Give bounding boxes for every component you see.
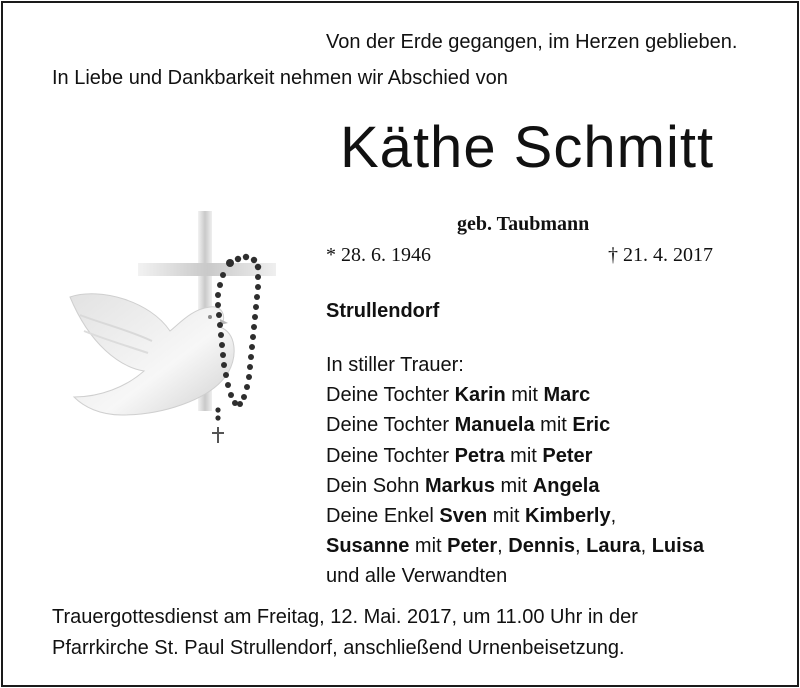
death-date: † 21. 4. 2017 <box>608 244 713 266</box>
mourner-text: Deine Tochter <box>326 444 455 467</box>
mourner-name: Petra <box>454 444 505 467</box>
mourner-name: Angela <box>532 474 600 497</box>
mourner-line <box>326 561 704 591</box>
place-name: Strullendorf <box>326 300 440 322</box>
motto-text: Von der Erde gegangen, im Herzen geblieben. <box>326 31 738 53</box>
mourner-name: Markus <box>424 474 495 497</box>
mourner-name: Peter <box>447 535 498 558</box>
mourner-line <box>326 441 704 471</box>
mourner-line <box>326 471 704 501</box>
mourner-text: Dein Sohn <box>326 474 425 497</box>
mourner-text: Deine Tochter <box>326 384 455 407</box>
mourner-line <box>326 380 704 410</box>
deceased-name: Käthe Schmitt <box>340 115 715 180</box>
mourner-name: Kimberly <box>525 505 611 528</box>
mourner-text: mit <box>495 474 533 497</box>
intro-text: In Liebe und Dankbarkeit nehmen wir Abschied von <box>52 67 508 89</box>
mourner-text: mit <box>505 384 544 407</box>
mourner-text: mit <box>504 444 543 467</box>
mourner-text: mit <box>409 535 448 558</box>
mourner-name: Sven <box>439 505 488 528</box>
mourner-name: Dennis <box>508 535 575 558</box>
mourner-line <box>326 410 704 440</box>
mourner-text: mit <box>487 505 525 528</box>
mourner-name: Peter <box>542 444 593 467</box>
service-line-2: Pfarrkirche St. Paul Strullendorf, anschließend Urnenbeisetzung. <box>52 637 625 659</box>
birth-date: * 28. 6. 1946 <box>326 244 431 266</box>
mourner-line <box>326 531 704 561</box>
mourner-name: Manuela <box>454 414 535 437</box>
mourner-text: , <box>610 505 617 528</box>
mourners-lines <box>326 380 704 591</box>
service-line-1: Trauergottesdienst am Freitag, 12. Mai. 2017, um 11.00 Uhr in der <box>52 606 638 628</box>
mourner-text: , <box>574 535 587 558</box>
mourner-name: Luisa <box>651 535 704 558</box>
mourner-text: und alle Verwandten <box>326 565 508 588</box>
mourner-line <box>326 501 704 531</box>
mourner-name: Marc <box>543 384 591 407</box>
mourners-list <box>326 350 704 592</box>
mourner-text: Deine Enkel <box>326 505 440 528</box>
dove-cross-rosary-icon <box>60 205 300 465</box>
mourner-name: Laura <box>586 535 641 558</box>
mourner-text: Deine Tochter <box>326 414 455 437</box>
mourner-text: , <box>497 535 509 558</box>
mourners-heading: In stiller Trauer: <box>326 354 464 376</box>
mourner-name: Karin <box>454 384 506 407</box>
born-name: geb. Taubmann <box>457 213 590 235</box>
mourner-text: , <box>640 535 652 558</box>
mourner-name: Susanne <box>326 535 410 558</box>
mourner-text: mit <box>534 414 573 437</box>
mourner-name: Eric <box>572 414 611 437</box>
